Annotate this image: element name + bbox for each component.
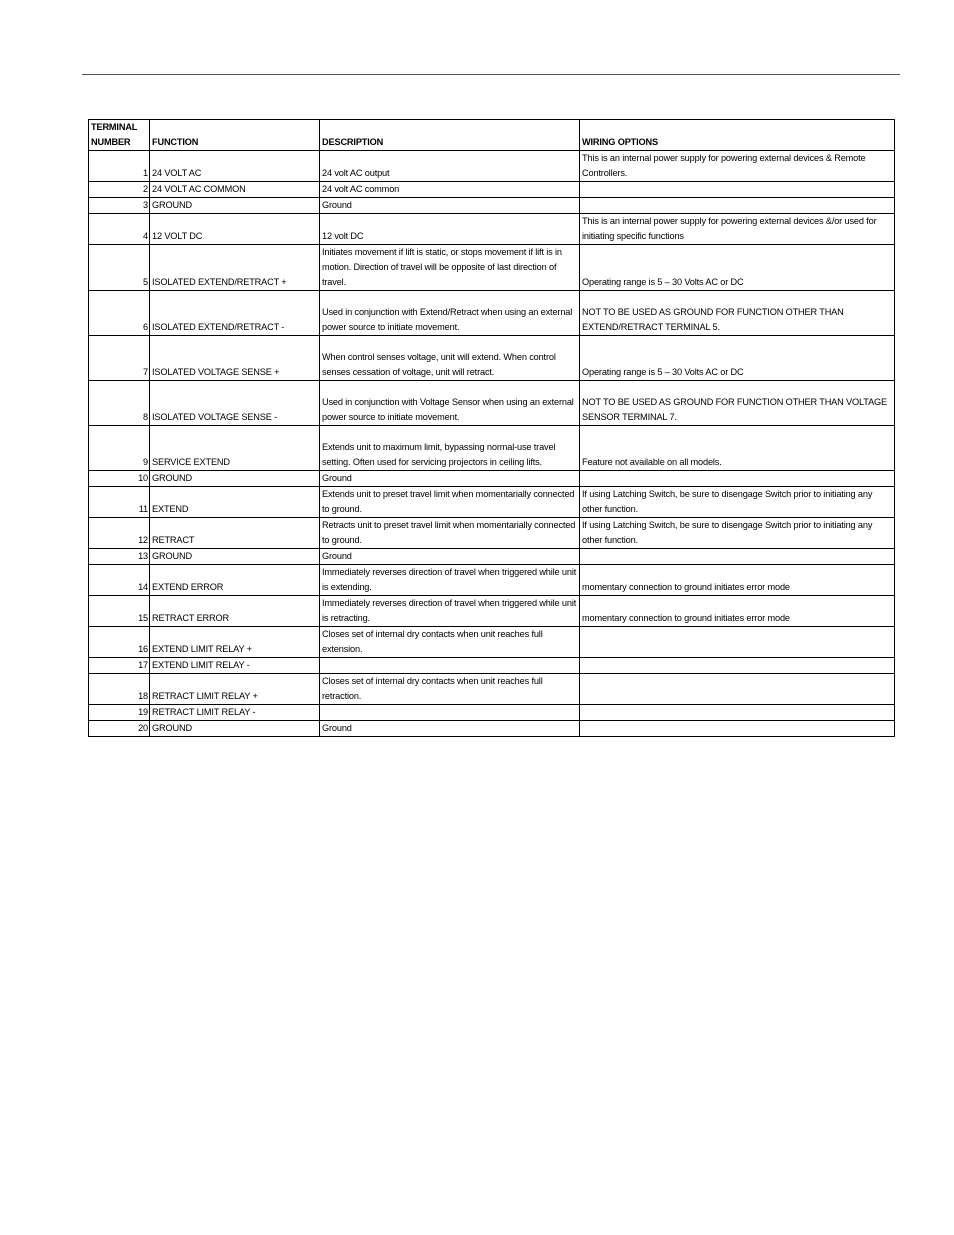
table-row	[89, 518, 895, 549]
terminal-number: 6	[89, 291, 150, 336]
terminal-number: 1	[89, 151, 150, 182]
terminal-function: GROUND	[150, 471, 320, 487]
terminal-wiring: NOT TO BE USED AS GROUND FOR FUNCTION OTHER THAN VOLTAGE SENSOR TERMINAL 7.	[580, 381, 895, 426]
terminal-table	[88, 119, 895, 737]
terminal-wiring	[580, 721, 895, 737]
terminal-description	[320, 705, 580, 721]
table-row	[89, 549, 895, 565]
terminal-wiring: If using Latching Switch, be sure to disengage Switch prior to initiating any other function.	[580, 518, 895, 549]
table-header-row	[89, 120, 895, 151]
table-row	[89, 471, 895, 487]
terminal-description: Initiates movement if lift is static, or stops movement if lift is in motion. Direction of travel will be opposite of last direction of travel.	[320, 245, 580, 291]
table-row	[89, 245, 895, 291]
terminal-function: GROUND	[150, 549, 320, 565]
terminal-number: 16	[89, 627, 150, 658]
terminal-number: 5	[89, 245, 150, 291]
terminal-wiring: momentary connection to ground initiates error mode	[580, 596, 895, 627]
terminal-number: 9	[89, 426, 150, 471]
terminal-number: 3	[89, 198, 150, 214]
table-row	[89, 182, 895, 198]
table-row	[89, 151, 895, 182]
header-wiring-options: WIRING OPTIONS	[580, 120, 895, 151]
terminal-number: 10	[89, 471, 150, 487]
terminal-function: RETRACT ERROR	[150, 596, 320, 627]
terminal-description: When control senses voltage, unit will extend. When control senses cessation of voltage, unit will retract.	[320, 336, 580, 381]
terminal-wiring	[580, 198, 895, 214]
header-rule	[82, 74, 900, 75]
terminal-wiring: This is an internal power supply for powering external devices & Remote Controllers.	[580, 151, 895, 182]
terminal-wiring: NOT TO BE USED AS GROUND FOR FUNCTION OTHER THAN EXTEND/RETRACT TERMINAL 5.	[580, 291, 895, 336]
terminal-wiring	[580, 705, 895, 721]
header-description: DESCRIPTION	[320, 120, 580, 151]
terminal-function: EXTEND	[150, 487, 320, 518]
table-row	[89, 627, 895, 658]
terminal-description	[320, 658, 580, 674]
terminal-description: 12 volt DC	[320, 214, 580, 245]
terminal-function: EXTEND ERROR	[150, 565, 320, 596]
terminal-wiring: This is an internal power supply for powering external devices &/or used for initiating specific functions	[580, 214, 895, 245]
terminal-number: 20	[89, 721, 150, 737]
terminal-function: EXTEND LIMIT RELAY -	[150, 658, 320, 674]
terminal-function: RETRACT	[150, 518, 320, 549]
terminal-description: Closes set of internal dry contacts when unit reaches full extension.	[320, 627, 580, 658]
terminal-description: Extends unit to preset travel limit when momentarially connected to ground.	[320, 487, 580, 518]
terminal-description: Extends unit to maximum limit, bypassing normal-use travel setting. Often used for servicing projectors in ceiling lifts.	[320, 426, 580, 471]
terminal-wiring	[580, 627, 895, 658]
terminal-description: Immediately reverses direction of travel when triggered while unit is retracting.	[320, 596, 580, 627]
terminal-number: 18	[89, 674, 150, 705]
table-row	[89, 721, 895, 737]
terminal-function: GROUND	[150, 721, 320, 737]
terminal-wiring	[580, 549, 895, 565]
terminal-function: ISOLATED EXTEND/RETRACT -	[150, 291, 320, 336]
terminal-wiring	[580, 182, 895, 198]
terminal-function: RETRACT LIMIT RELAY +	[150, 674, 320, 705]
terminal-function: 12 VOLT DC	[150, 214, 320, 245]
terminal-description: Ground	[320, 471, 580, 487]
terminal-description: Used in conjunction with Extend/Retract when using an external power source to initiate movement.	[320, 291, 580, 336]
terminal-function: SERVICE EXTEND	[150, 426, 320, 471]
terminal-wiring	[580, 658, 895, 674]
table-row	[89, 487, 895, 518]
header-terminal-number: TERMINAL NUMBER	[89, 120, 150, 151]
terminal-number: 11	[89, 487, 150, 518]
terminal-function: ISOLATED VOLTAGE SENSE +	[150, 336, 320, 381]
table-row	[89, 674, 895, 705]
terminal-function: 24 VOLT AC COMMON	[150, 182, 320, 198]
table-row	[89, 426, 895, 471]
terminal-function: ISOLATED EXTEND/RETRACT +	[150, 245, 320, 291]
terminal-wiring: If using Latching Switch, be sure to disengage Switch prior to initiating any other function.	[580, 487, 895, 518]
table-row	[89, 705, 895, 721]
terminal-wiring: Feature not available on all models.	[580, 426, 895, 471]
terminal-function: GROUND	[150, 198, 320, 214]
terminal-wiring: Operating range is 5 – 30 Volts AC or DC	[580, 336, 895, 381]
terminal-number: 8	[89, 381, 150, 426]
terminal-description: Ground	[320, 549, 580, 565]
terminal-number: 4	[89, 214, 150, 245]
terminal-number: 12	[89, 518, 150, 549]
terminal-number: 19	[89, 705, 150, 721]
table-row	[89, 291, 895, 336]
terminal-function: RETRACT LIMIT RELAY -	[150, 705, 320, 721]
terminal-function: ISOLATED VOLTAGE SENSE -	[150, 381, 320, 426]
terminal-description: 24 volt AC output	[320, 151, 580, 182]
terminal-wiring: momentary connection to ground initiates error mode	[580, 565, 895, 596]
terminal-description: 24 volt AC common	[320, 182, 580, 198]
terminal-description: Used in conjunction with Voltage Sensor when using an external power source to initiate movement.	[320, 381, 580, 426]
terminal-number: 17	[89, 658, 150, 674]
terminal-number: 13	[89, 549, 150, 565]
header-function: FUNCTION	[150, 120, 320, 151]
terminal-number: 15	[89, 596, 150, 627]
terminal-wiring	[580, 471, 895, 487]
table-row	[89, 565, 895, 596]
terminal-function: 24 VOLT AC	[150, 151, 320, 182]
table-row	[89, 596, 895, 627]
terminal-description: Immediately reverses direction of travel when triggered while unit is extending.	[320, 565, 580, 596]
terminal-number: 2	[89, 182, 150, 198]
terminal-description: Closes set of internal dry contacts when unit reaches full retraction.	[320, 674, 580, 705]
table-row	[89, 381, 895, 426]
table-row	[89, 658, 895, 674]
table-row	[89, 336, 895, 381]
terminal-number: 7	[89, 336, 150, 381]
terminal-description: Ground	[320, 721, 580, 737]
terminal-description: Ground	[320, 198, 580, 214]
terminal-function: EXTEND LIMIT RELAY +	[150, 627, 320, 658]
terminal-number: 14	[89, 565, 150, 596]
terminal-wiring: Operating range is 5 – 30 Volts AC or DC	[580, 245, 895, 291]
table-row	[89, 214, 895, 245]
table-row	[89, 198, 895, 214]
terminal-description: Retracts unit to preset travel limit when momentarially connected to ground.	[320, 518, 580, 549]
terminal-wiring	[580, 674, 895, 705]
